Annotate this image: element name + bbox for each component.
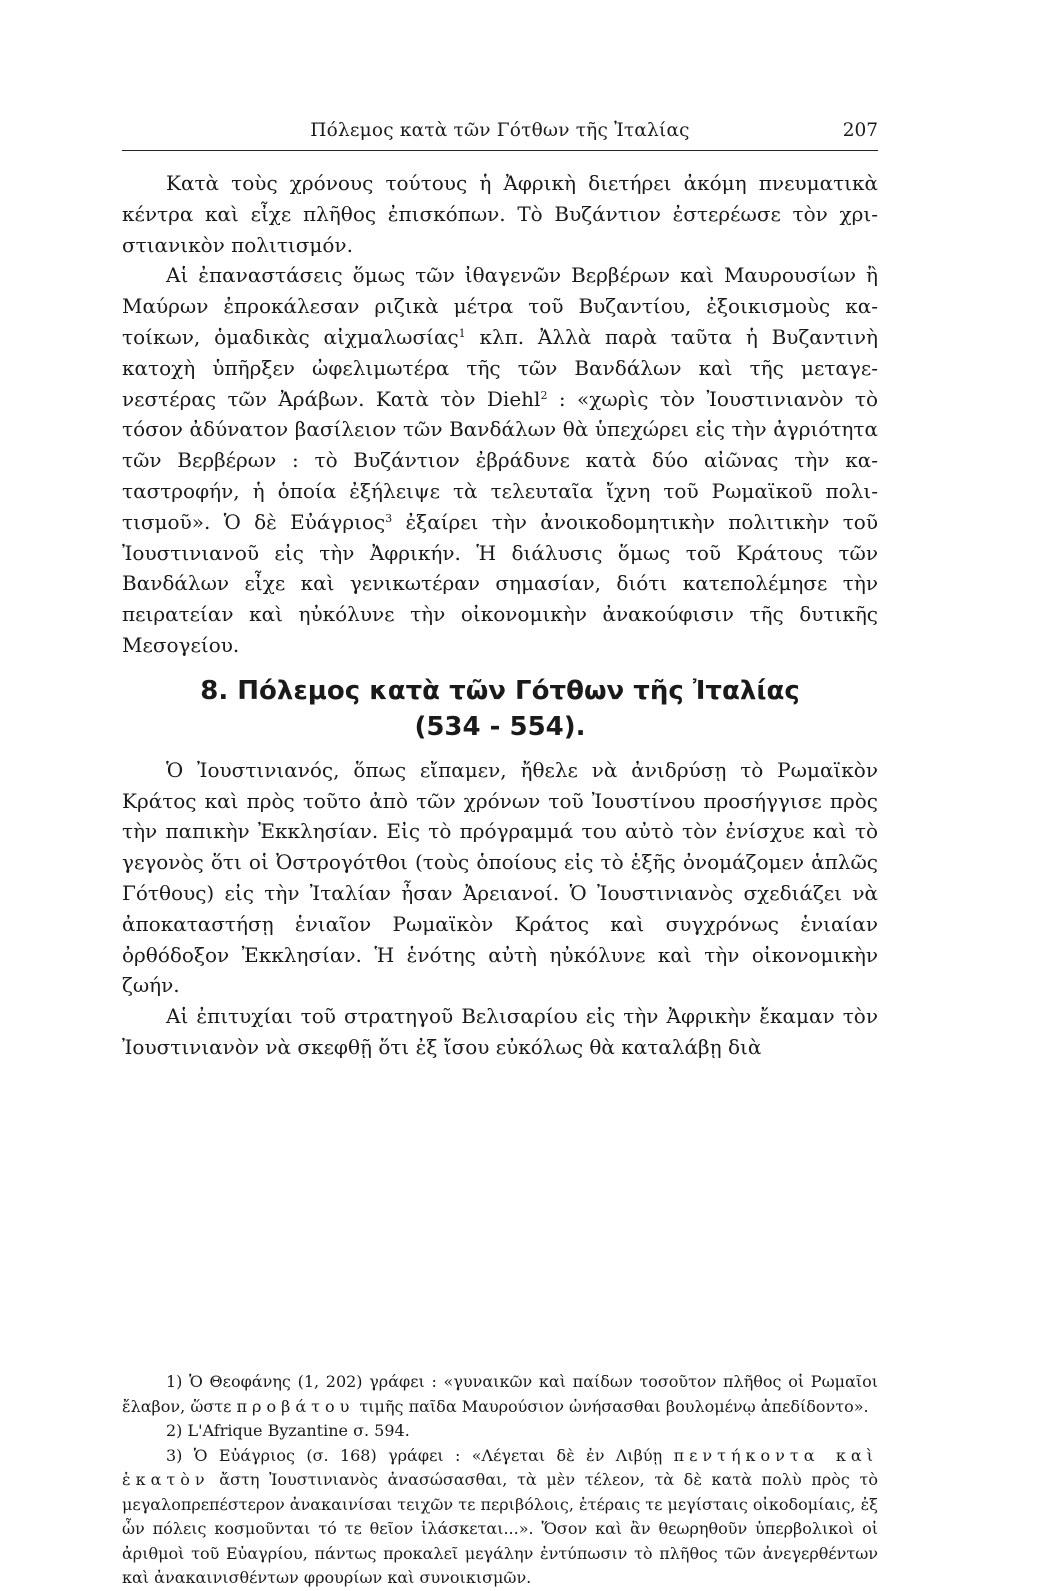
paragraph-2-part-3: : «χωρὶς τὸν Ἰουστινιανὸν τὸ τόσον ἀδύνατον βασίλειον τῶν Βανδάλων θὰ ὑπεχώρει εἰς τὴν ἀγριότητα τῶν Βερβέρων : τὸ Βυζάντιον ἐβράδυνε κατὰ δύο αἰῶνας τὴν καταστροφήν, ἡ ὁποία ἐξήλειψε τὰ τελευταῖα ἴχνη τοῦ Ρωμαϊκοῦ πολιτισμοῦ». Ὁ δὲ Εὐάγριος	[122, 386, 878, 534]
footnote-ref-2[interactable]: 2	[540, 388, 548, 402]
footnote-3-spaced-words: πεντήκοντα καὶ ἑκατὸν	[122, 1445, 878, 1489]
footnote-3-text-a: 3) Ὁ Εὐάγριος (σ. 168) γράφει : «Λέγεται δὲ ἐν Λιβύῃ	[166, 1445, 674, 1465]
footnote-ref-3[interactable]: 3	[385, 511, 393, 525]
footnote-1-spaced-word: προβάτου	[236, 1396, 355, 1416]
footnote-3	[122, 1444, 878, 1591]
running-header	[122, 116, 878, 151]
section-heading-dates: (534 - 554).	[414, 711, 586, 742]
footnotes	[122, 1370, 878, 1591]
main-text	[122, 168, 878, 1063]
paragraph-4: Αἱ ἐπιτυχίαι τοῦ στρατηγοῦ Βελισαρίου εἰς τὴν Ἀφρικὴν ἔκαμαν τὸν Ἰουστινιανὸν νὰ σκεφθῇ ὅτι ἐξ ἴσου εὐκόλως θὰ καταλάβῃ διὰ	[122, 1004, 878, 1059]
page-number: 207	[842, 120, 878, 141]
footnote-ref-1[interactable]: 1	[458, 326, 466, 340]
paragraph-1: Κατὰ τοὺς χρόνους τούτους ἡ Ἀφρικὴ διετήρει ἀκόμη πνευματικὰ κέντρα καὶ εἶχε πλῆθος ἐπισκόπων. Τὸ Βυζάντιον ἐστερέωσε τὸν χριστιανικὸν πολιτισμόν.	[122, 171, 878, 257]
footnote-1	[122, 1370, 878, 1419]
paragraph-2	[122, 260, 878, 660]
footnote-1-text-a: 1) Ὁ Θεοφάνης (1, 202) γράφει : «γυναικῶν καὶ παίδων τοσοῦτον πλῆθος οἱ Ρωμαῖοι ἔλαβον, ὥστε	[122, 1372, 878, 1416]
section-heading-title: 8. Πόλεμος κατὰ τῶν Γότθων τῆς Ἰταλίας	[200, 675, 800, 706]
running-title: Πόλεμος κατὰ τῶν Γότθων τῆς Ἰταλίας	[310, 120, 690, 141]
footnote-3-text-b: ἄστη Ἰουστινιανὸς ἀνασώσασθαι, τὰ μὲν τέλεον, τὰ δὲ κατὰ πολὺ πρὸς τὸ μεγαλοπρεπέστερον ἀνακαινίσαι τειχῶν τε περιβόλοις, ἑτέραις τε μεγίσταις οἰκοδομίαις, ἐξ ὧν πόλεις κοσμοῦνται τό τε θεῖον ἱλάσκεται...». Ὅσον καὶ ἂν θεωρηθοῦν ὑπερβολικοὶ οἱ ἀριθμοὶ τοῦ Εὐαγρίου, πάντως προκαλεῖ μεγάλην ἐντύπωσιν τὸ πλῆθος τῶν ἀνεγερθέντων καὶ ἀνακαινισθέντων φρουρίων καὶ συνοικισμῶν.	[122, 1470, 878, 1587]
footnote-1-text-b: τιμῆς παῖδα Μαυρούσιον ὠνήσασθαι βουλομένῳ ἀπεδίδοντο».	[354, 1396, 869, 1416]
section-heading	[122, 673, 878, 745]
paragraph-3: Ὁ Ἰουστινιανός, ὅπως εἴπαμεν, ἤθελε νὰ ἀνιδρύσῃ τὸ Ρωμαϊκὸν Κράτος καὶ πρὸς τοῦτο ἀπὸ τῶν χρόνων τοῦ Ἰουστίνου προσήγγισε πρὸς τὴν παπικὴν Ἐκκλησίαν. Εἰς τὸ πρόγραμμά του αὐτὸ τὸν ἐνίσχυε καὶ τὸ γεγονὸς ὅτι οἱ Ὀστρογότθοι (τοὺς ὁποίους εἰς τὸ ἑξῆς ὀνομάζομεν ἁπλῶς Γότθους) εἰς τὴν Ἰταλίαν ἦσαν Ἀρειανοί. Ὁ Ἰουστινιανὸς σχεδιάζει νὰ ἀποκαταστήσῃ ἑνιαῖον Ρωμαϊκὸν Κράτος καὶ συγχρόνως ἑνιαίαν ὀρθόδοξον Ἐκκλησίαν. Ἡ ἑνότης αὐτὴ ηὐκόλυνε καὶ τὴν οἰκονομικὴν ζωήν.	[122, 757, 878, 998]
paragraph-2-part-1: Αἱ ἐπαναστάσεις ὅμως τῶν ἰθαγενῶν Βερβέρων καὶ Μαυρουσίων ἢ Μαύρων ἐπροκάλεσαν ριζικὰ μέτρα τοῦ Βυζαντίου, ἐξοικισμοὺς κατοίκων, ὁμαδικὰς αἰχμαλωσίας	[122, 263, 878, 349]
paragraph-2-part-4: ἐξαίρει τὴν ἀνοικοδομητικὴν πολιτικὴν τοῦ Ἰουστινιανοῦ εἰς τὴν Ἀφρικήν. Ἡ διάλυσις ὅμως τοῦ Κράτους τῶν Βανδάλων εἶχε καὶ γενικωτέραν σημασίαν, διότι κατεπολέμησε τὴν πειρατείαν καὶ ηὐκόλυνε τὴν οἰκονομικὴν ἀνακούφισιν τῆς δυτικῆς Μεσογείου.	[122, 509, 878, 657]
footnote-2: 2) L'Afrique Byzantine σ. 594.	[166, 1421, 410, 1440]
paragraph-2-part-2: κλπ. Ἀλλὰ παρὰ ταῦτα ἡ Βυζαντινὴ κατοχὴ ὑπῆρξεν ὠφελιμωτέρα τῆς τῶν Βανδάλων καὶ τῆς μεταγενεστέρας τῶν Ἀράβων. Κατὰ τὸν Diehl	[122, 324, 878, 411]
